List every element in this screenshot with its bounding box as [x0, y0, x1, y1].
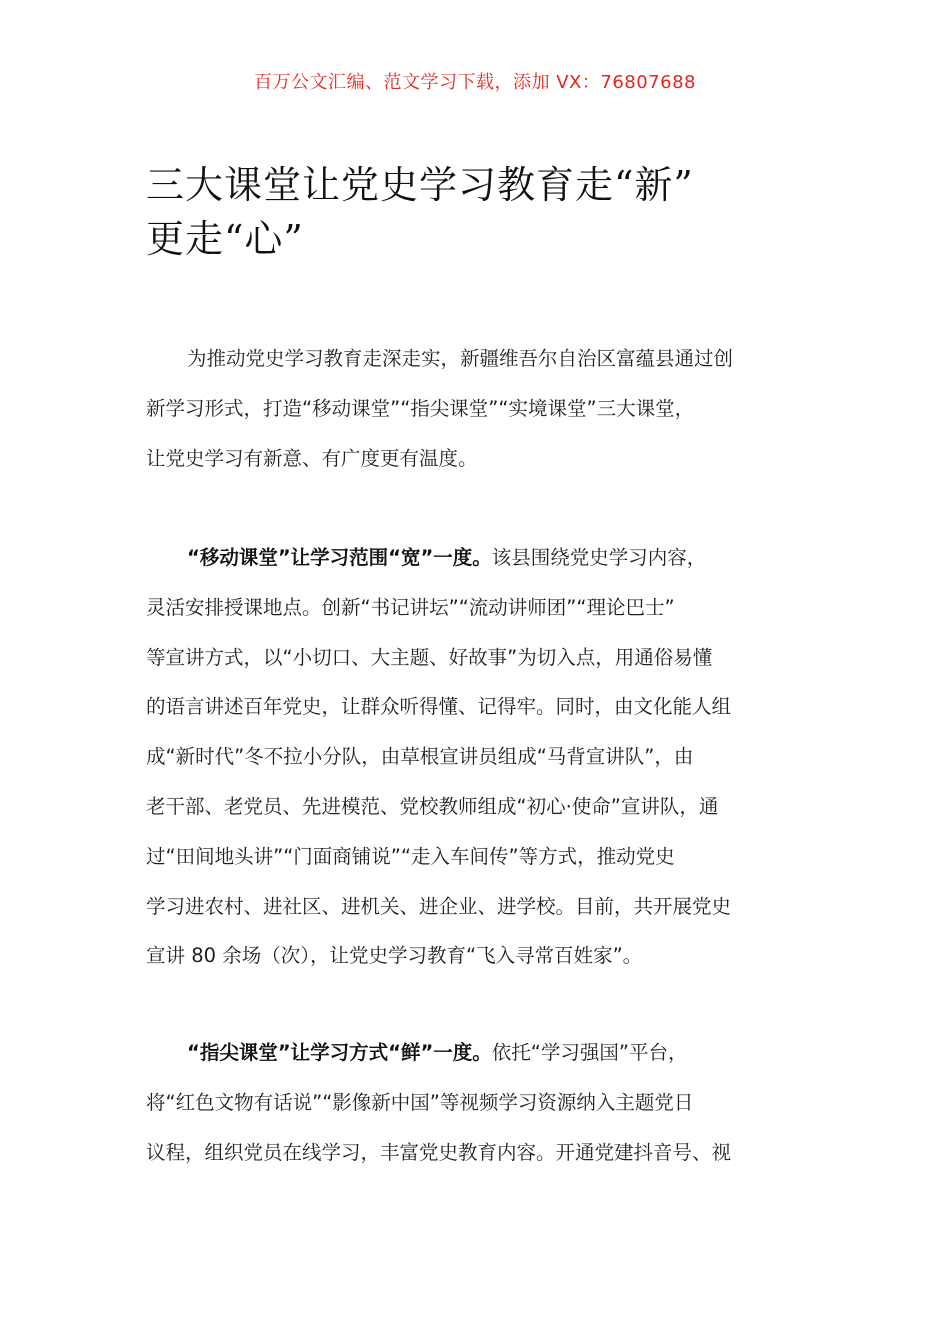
paragraph-line: “指尖课堂”让学习方式“鲜”一度。依托“学习强国”平台，	[187, 1041, 688, 1064]
title-line-1: 三大课堂让党史学习教育走“新”	[146, 163, 694, 207]
paragraph-line: 等宣讲方式，以“小切口、大主题、好故事”为切入点，用通俗易懂	[146, 645, 713, 669]
paragraph-line: 过“田间地头讲”“门面商铺说”“走入车间传”等方式，推动党史	[146, 844, 675, 868]
paragraph-lead-heading: “指尖课堂”让学习方式“鲜”一度。	[187, 1041, 492, 1064]
paragraph-intro	[146, 334, 806, 483]
paragraph-line: 老干部、老党员、先进模范、党校教师组成“初心·使命”宣讲队，通	[146, 794, 719, 818]
header-watermark-note: 百万公文汇编、范文学习下载，添加 VX：76807688	[254, 72, 696, 93]
paragraph-line: 灵活安排授课地点。创新“书记讲坛”“流动讲师团”“理论巴士”	[146, 595, 675, 619]
paragraph-line: 宣讲 80 余场（次），让党史学习教育“飞入寻常百姓家”。	[146, 944, 643, 968]
title-line-2: 更走“心”	[146, 217, 304, 261]
paragraph-line: “移动课堂”让学习范围“宽”一度。该县围绕党史学习内容，	[187, 546, 707, 569]
paragraph-line: 为推动党史学习教育走深走实，新疆维吾尔自治区富蕴县通过创	[187, 347, 734, 370]
paragraph-line: 的语言讲述百年党史，让群众听得懂、记得牢。同时，由文化能人组	[146, 695, 732, 719]
paragraph-line: 新学习形式，打造“移动课堂”“指尖课堂”“实境课堂”三大课堂，	[146, 396, 695, 420]
paragraph-mobile-classroom	[146, 533, 806, 981]
paragraph-line: 学习进农村、进社区、进机关、进企业、进学校。目前，共开展党史	[146, 894, 732, 918]
paragraph-fingertip-classroom	[146, 1028, 806, 1177]
paragraph-line: 让党史学习有新意、有广度更有温度。	[146, 446, 478, 470]
paragraph-line: 议程，组织党员在线学习，丰富党史教育内容。开通党建抖音号、视	[146, 1140, 732, 1164]
paragraph-line: 成“新时代”冬不拉小分队，由草根宣讲员组成“马背宣讲队”，由	[146, 745, 694, 769]
page-title	[146, 158, 826, 266]
paragraph-lead-heading: “移动课堂”让学习范围“宽”一度。	[187, 546, 492, 569]
paragraph-line: 将“红色文物有话说”“影像新中国”等视频学习资源纳入主题党日	[146, 1090, 694, 1114]
